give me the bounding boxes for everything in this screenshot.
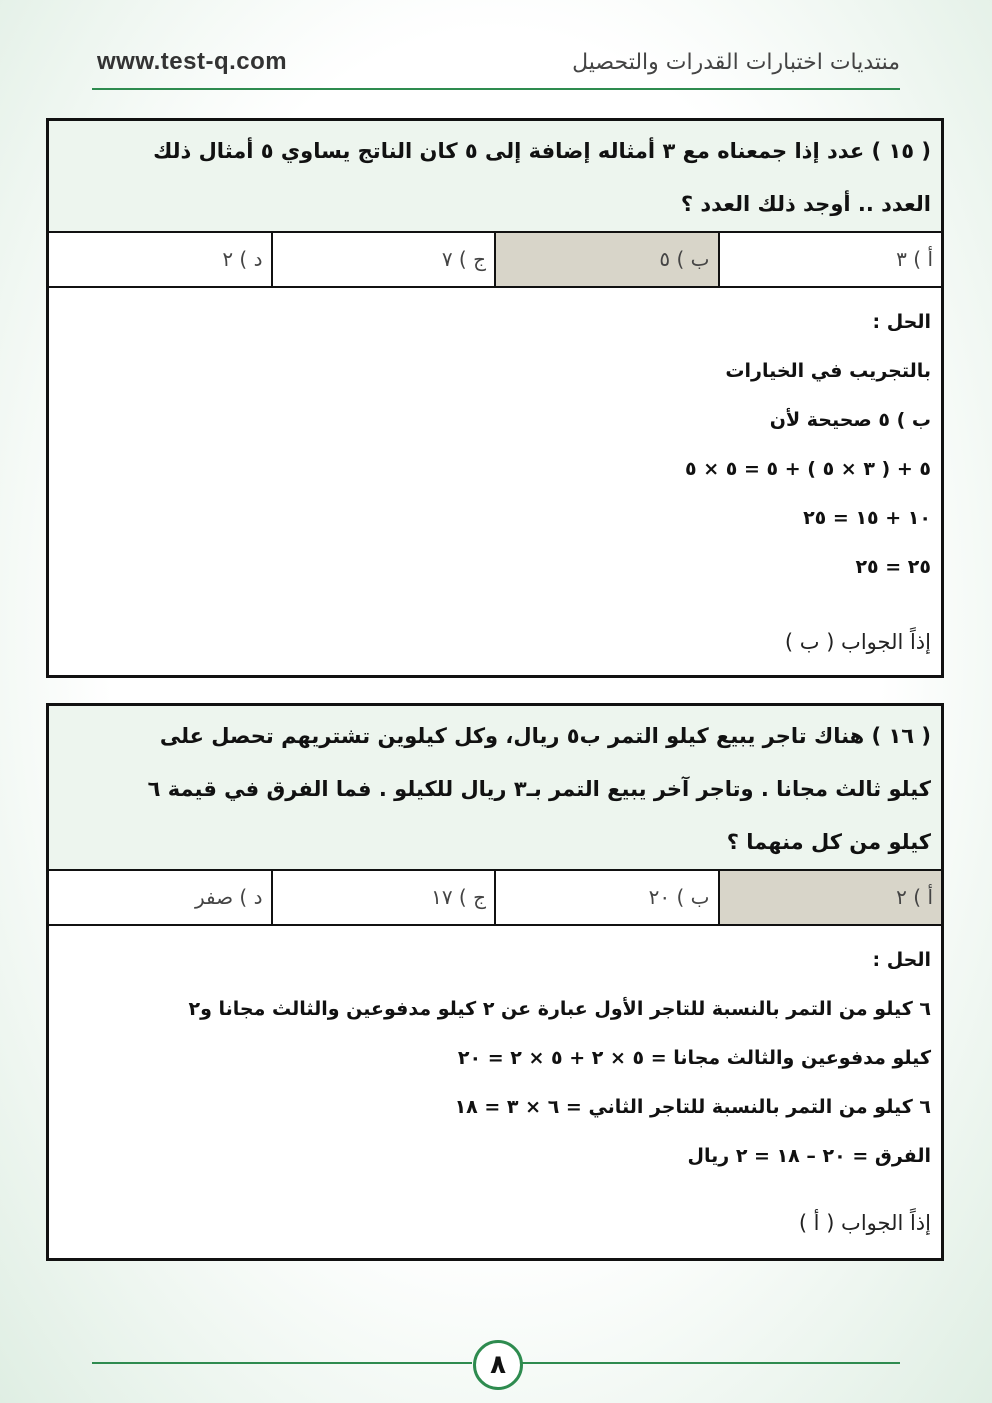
solution-line: بالتجريب في الخيارات [725,360,931,382]
solution-line: ٦ كيلو من التمر بالنسبة للتاجر الثاني = ٦ × ٣ = ١٨ [454,1096,931,1118]
question-line: ( ١٥ ) عدد إذا جمعناه مع ٣ أمثاله إضافة إلى ٥ كان الناتج يساوي ٥ أمثال ذلك [153,139,931,163]
answer-line: إذاً الجواب ( ب ) [784,630,931,654]
question-line: ( ١٦ ) هناك تاجر يبيع كيلو التمر ب٥ ريال، وكل كيلوين تشتريهم تحصل على [159,724,931,748]
question-15-text [49,121,941,231]
option-c: ج ) ١٧ [271,871,495,924]
solution-label: الحل : [872,949,931,971]
solution-label: الحل : [872,311,931,333]
question-16-solution [49,926,941,1248]
header-divider [92,88,900,90]
header-title: منتديات اختبارات القدرات والتحصيل [572,50,900,75]
site-url: www.test-q.com [97,48,288,75]
option-d: د ) صفر [194,885,263,909]
question-15-box [46,118,944,678]
footer-divider-right [520,1362,900,1364]
page-number: ٨ [473,1340,523,1390]
solution-line: ب ) ٥ صحيحة لأن [769,409,931,431]
answer-line: إذاً الجواب ( أ ) [798,1211,931,1235]
question-15-solution [49,288,941,667]
solution-line: الفرق = ٢٠ – ١٨ = ٢ ريال [687,1145,931,1167]
question-16-options [49,869,941,926]
solution-line: ٢٥ = ٢٥ [855,556,931,578]
question-line: العدد .. أوجد ذلك العدد ؟ [680,192,931,216]
option-a: أ ) ٣ [718,233,942,286]
option-b: ب ) ٢٠ [494,871,718,924]
footer-divider-left [92,1362,472,1364]
question-15-options [49,231,941,288]
question-line: كيلو من كل منهما ؟ [726,830,931,854]
solution-line: ١٠ + ١٥ = ٢٥ [803,507,931,529]
option-c: ج ) ٧ [271,233,495,286]
option-b-correct: ب ) ٥ [494,233,718,286]
solution-line: ٥ + ( ٣ × ٥ ) + ٥ = ٥ × ٥ [684,458,931,480]
question-line: كيلو ثالث مجانا . وتاجر آخر يبيع التمر بـ٣ ريال للكيلو . فما الفرق في قيمة ٦ [147,777,931,801]
option-d: د ) ٢ [222,247,263,271]
solution-line: كيلو مدفوعين والثالث مجانا = ٥ × ٢ + ٥ × ٢ = ٢٠ [457,1047,931,1069]
option-a-correct: أ ) ٢ [718,871,942,924]
question-16-text [49,706,941,869]
solution-line: ٦ كيلو من التمر بالنسبة للتاجر الأول عبارة عن ٢ كيلو مدفوعين والثالث مجانا و٢ [188,998,931,1020]
question-16-box [46,703,944,1261]
